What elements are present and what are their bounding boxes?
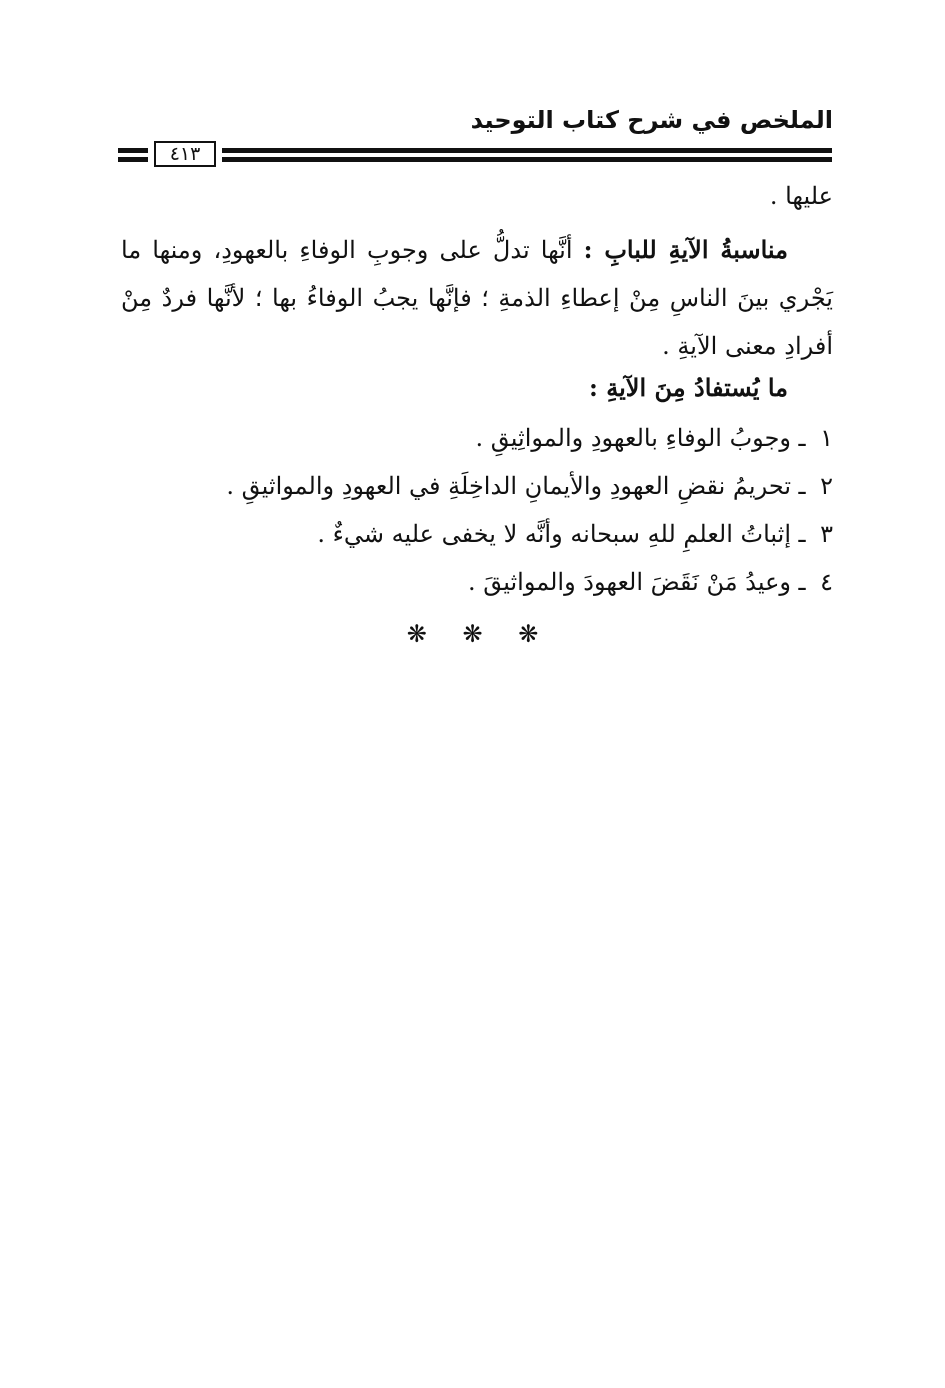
rule-right-bar-bottom bbox=[222, 157, 832, 162]
asterism-icon: ❋ bbox=[518, 620, 539, 648]
list-item-number: ١ bbox=[820, 424, 833, 452]
asterism-icon: ❋ bbox=[406, 620, 427, 648]
benefits-list bbox=[121, 418, 833, 610]
page-number: ٤١٣ bbox=[154, 141, 216, 167]
list-item-number: ٣ bbox=[820, 520, 833, 548]
list-item-text: وجوبُ الوفاءِ بالعهودِ والمواثِيقِ . bbox=[475, 424, 791, 452]
section-separator bbox=[0, 620, 945, 648]
header-rule bbox=[118, 145, 832, 165]
list-item bbox=[121, 466, 833, 514]
list-item bbox=[121, 562, 833, 610]
rule-right-bar-top bbox=[222, 148, 832, 153]
relevance-text: أنَّها تدلُّ على وجوبِ الوفاءِ بالعهودِ، ومنها ما يَجْري بينَ الناسِ مِنْ إعطاءِ الذمةِ ؛ فإنَّها يجبُ الوفاءُ بها ؛ لأنَّها فردٌ مِنْ أفرادِ معنى الآيةِ . bbox=[121, 236, 833, 360]
benefits-heading: ما يُستفادُ مِنَ الآيةِ : bbox=[589, 373, 788, 402]
relevance-paragraph bbox=[121, 226, 833, 370]
asterism-icon: ❋ bbox=[462, 620, 483, 648]
rule-left-bar-bottom bbox=[118, 157, 148, 162]
list-item-dash: ـ bbox=[798, 568, 806, 596]
list-item-dash: ـ bbox=[798, 424, 806, 452]
list-item-number: ٢ bbox=[820, 472, 833, 500]
list-item-text: إثباتُ العلمِ للهِ سبحانه وأنَّه لا يخفى عليه شيءٌ . bbox=[317, 520, 791, 548]
list-item bbox=[121, 418, 833, 466]
list-item bbox=[121, 514, 833, 562]
list-item-text: تحريمُ نقضِ العهودِ والأيمانِ الداخِلَةِ في العهودِ والمواثيقِ . bbox=[226, 472, 791, 500]
relevance-heading: مناسبةُ الآيةِ للبابِ : bbox=[583, 235, 788, 264]
list-item-text: وعيدُ مَنْ نَقَضَ العهودَ والمواثيقَ . bbox=[467, 568, 791, 596]
list-item-dash: ـ bbox=[798, 520, 806, 548]
running-title: الملخص في شرح كتاب التوحيد bbox=[470, 106, 833, 134]
continuation-text: عليها . bbox=[769, 182, 833, 210]
rule-left-bar-top bbox=[118, 148, 148, 153]
list-item-number: ٤ bbox=[820, 568, 833, 596]
list-item-dash: ـ bbox=[798, 472, 806, 500]
